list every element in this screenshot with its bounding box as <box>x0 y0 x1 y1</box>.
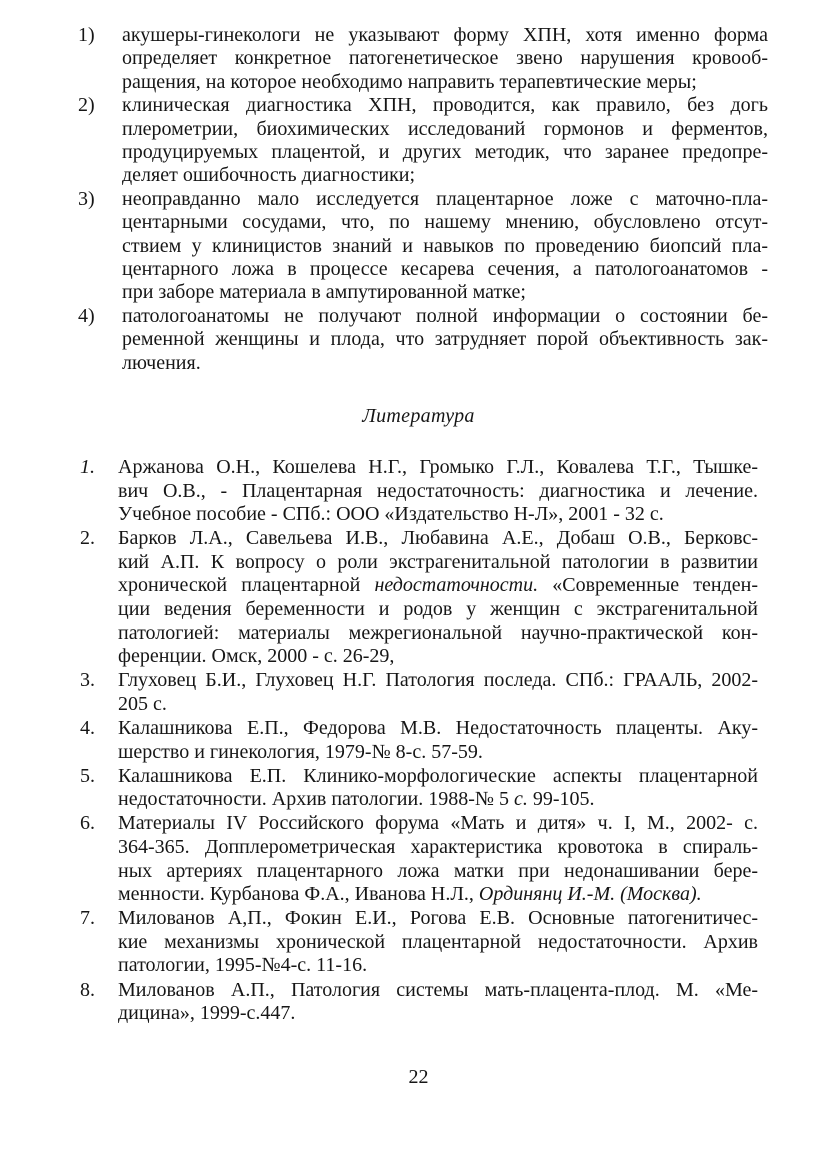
reference-item-number: 1. <box>80 456 95 478</box>
list-item-line: неоправданно мало исследуется плацентарное ложе с маточно-пла- <box>122 187 768 210</box>
reference-item-line: патологией: материалы межрегиональной научно-практической кон- <box>118 621 758 644</box>
list-item-line: ременной женщины и плода, что затрудняет порой объективность зак- <box>122 328 768 351</box>
reference-item <box>80 979 758 1026</box>
list-item-line: акушеры-гинекологи не указывают форму ХПН, хотя именно форма <box>122 24 768 46</box>
reference-item-line: вич О.В., - Плацентарная недостаточность: диагностика и лечение. <box>118 479 758 502</box>
reference-item-line: ции ведения беременности и родов у женщин с экстрагенитальной <box>118 598 758 621</box>
reference-item-line: Барков Л.А., Савельева И.В., Любавина А.Е., Добаш О.В., Берковс- <box>118 527 758 550</box>
bibliography-heading: Литература <box>362 405 475 427</box>
list-item-number: 1) <box>78 24 95 46</box>
reference-item-line: Материалы IV Российского форума «Мать и дитя» ч. I, М., 2002- с. <box>118 812 758 835</box>
list-item-line: лючения. <box>122 351 201 374</box>
page-number: 22 <box>408 1066 429 1088</box>
reference-item-line: менности. Курбанова Ф.А., Иванова Н.Л., Ординянц И.-М. (Москва). <box>118 883 702 906</box>
reference-item-line: недостаточности. Архив патологии. 1988-№ 5 с. 99-105. <box>118 788 595 811</box>
reference-item <box>80 717 758 764</box>
reference-item-number: 6. <box>80 812 95 835</box>
reference-item-line: Учебное пособие - СПб.: ООО «Издательство Н-Л», 2001 - 32 с. <box>118 503 664 526</box>
reference-item-line: 205 с. <box>118 692 167 715</box>
reference-item-number: 7. <box>80 907 95 930</box>
reference-list <box>80 456 758 1026</box>
reference-item <box>80 669 758 716</box>
numbered-list <box>78 24 768 375</box>
reference-item-number: 3. <box>80 669 95 692</box>
list-item-number: 3) <box>78 187 95 210</box>
list-item-line: плерометрии, биохимических исследований гормонов и ферментов, <box>122 117 768 140</box>
list-item-line: продуцируемых плацентой, и других методик, что заранее предопре- <box>122 141 768 164</box>
reference-item-line: Милованов А.П., Патология системы мать-плацента-плод. М. «Ме- <box>118 978 758 1001</box>
reference-item-number: 5. <box>80 764 95 787</box>
reference-item-line: Милованов А,П., Фокин Е.И., Рогова Е.В. Основные патогенитичес- <box>118 907 758 930</box>
reference-item-line: Аржанова О.Н., Кошелева Н.Г., Громыко Г.Л., Ковалева Т.Г., Тышке- <box>118 456 758 478</box>
list-item <box>78 24 768 94</box>
list-item-number: 2) <box>78 94 95 117</box>
reference-item <box>80 527 758 669</box>
reference-item-number: 4. <box>80 717 95 740</box>
list-item-line: клиническая диагностика ХПН, проводится, как правило, без догь <box>122 94 768 117</box>
reference-item-line: шерство и гинекология, 1979-№ 8-с. 57-59. <box>118 740 483 763</box>
list-item-line: центарного ложа в процессе кесарева сечения, а патологоанатомов - <box>122 258 768 281</box>
reference-item-line: патологии, 1995-№4-с. 11-16. <box>118 954 368 977</box>
list-item-number: 4) <box>78 304 95 327</box>
reference-item-line: Глуховец Б.И., Глуховец Н.Г. Патология последа. СПб.: ГРААЛЬ, 2002- <box>118 669 758 692</box>
reference-item-number: 2. <box>80 527 95 550</box>
reference-item-line: ференции. Омск, 2000 - с. 26-29, <box>118 645 395 668</box>
reference-item-line: кие механизмы хронической плацентарной недостаточности. Архив <box>118 930 758 953</box>
list-item <box>78 188 768 305</box>
list-item-line: при заборе материала в ампутированной матке; <box>122 281 526 304</box>
reference-item-line: хронической плацентарной недостаточности. «Современные тенден- <box>118 574 758 597</box>
list-item-line: деляет ошибочность диагностики; <box>122 164 416 187</box>
reference-item <box>80 812 758 906</box>
reference-item <box>80 765 758 812</box>
list-item-line: патологоанатомы не получают полной информации о состоянии бе- <box>122 304 768 327</box>
reference-item <box>80 456 758 527</box>
reference-item-number: 8. <box>80 978 95 1001</box>
list-item-line: определяет конкретное патогенетическое звено нарушения кровооб- <box>122 47 768 70</box>
list-item-line: ращения, на которое необходимо направить терапевтические меры; <box>122 70 697 93</box>
list-item <box>78 305 768 375</box>
reference-item-line: дицина», 1999-с.447. <box>118 1002 296 1025</box>
reference-item-line: Калашникова Е.П., Федорова М.В. Недостаточность плаценты. Аку- <box>118 717 758 740</box>
reference-item-line: ных артериях плацентарного ложа матки при недонашивании бере- <box>118 859 758 882</box>
reference-item-line: кий А.П. К вопросу о роли экстрагенитальной патологии в развитии <box>118 550 758 573</box>
list-item <box>78 94 768 188</box>
reference-item-line: Калашникова Е.П. Клинико-морфологические аспекты плацентарной <box>118 764 758 787</box>
list-item-line: центарными сосудами, что, по нашему мнению, обусловлено отсут- <box>122 211 768 234</box>
reference-item-line: 364-365. Допплерометрическая характеристика кровотока в спираль- <box>118 836 758 858</box>
list-item-line: ствием у клиницистов знаний и навыков по проведению биопсий пла- <box>122 234 768 257</box>
reference-item <box>80 907 758 978</box>
